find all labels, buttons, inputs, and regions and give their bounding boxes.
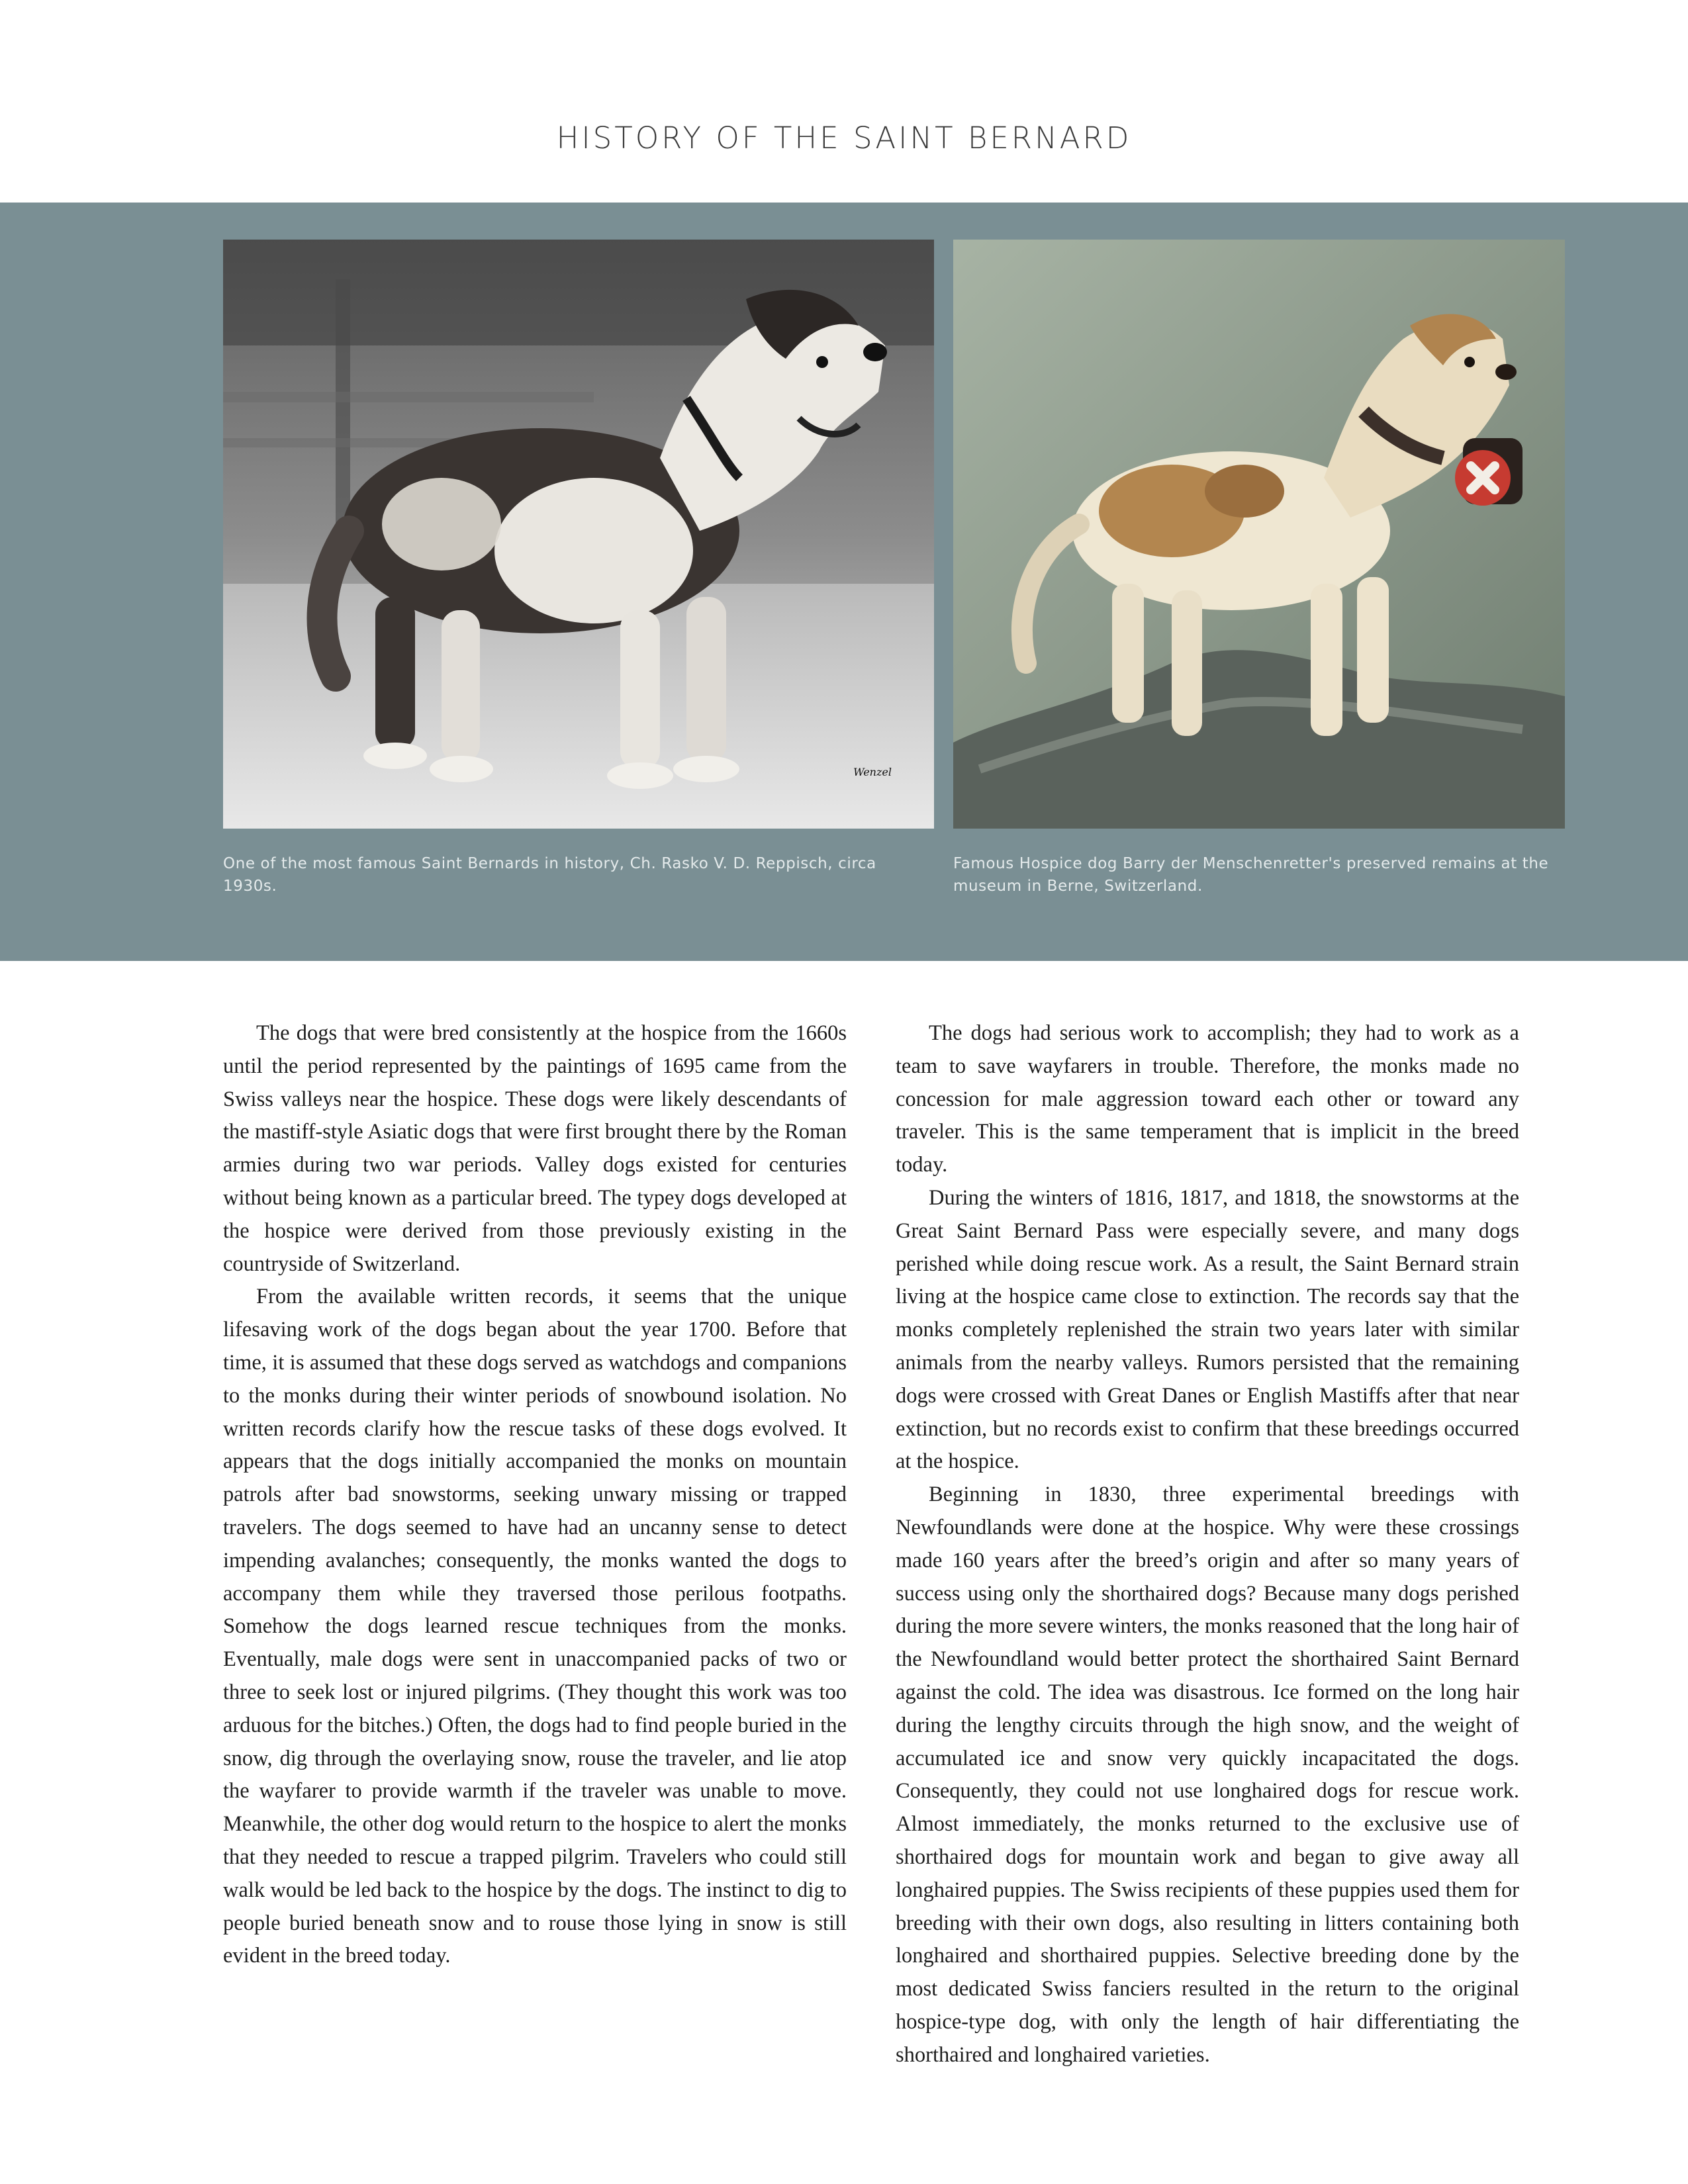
paragraph: From the available written records, it seems that the unique lifesaving work of the dogs began about the year 1700. Before that time, it is assumed that these dogs served as watchdogs and companions to the monks during their winter periods of snowbound isolation. No written records clarify how the rescue tasks of these dogs evolved. It appears that the dogs initially accompanied the monks on mountain patrols after bad snowstorms, seeking unwary missing or trapped travelers. The dogs seemed to have had an uncanny sense to detect impending avalanches; consequently, the monks wanted the dogs to accompany them while they traversed those perilous footpaths. Somehow the dogs learned rescue techniques from the monks. Eventually, male dogs were sent in unaccompanied packs of two or three to seek lost or injured pilgrims. (They thought this work was too arduous for the bitches.) Often, the dogs had to find people buried in the snow, dig through the overlaying snow, rouse the traveler, and lie atop the wayfarer to provide warmth if the traveler was unable to move. Meanwhile, the other dog would return to the hospice to alert the monks that they needed to rescue a trapped pilgrim. Travelers who could still walk would be led back to the hospice by the dogs. The instinct to dig to people buried beneath snow and to rouse those lying in snow is still evident in the breed today.: [223, 1285, 847, 1968]
barry-dog-illustration: [953, 240, 1565, 829]
photo-band: [0, 203, 1688, 961]
body-column-right: [896, 1017, 1519, 2072]
paragraph: Beginning in 1830, three experimental breedings with Newfoundlands were done at the hospice. Why were these crossings made 160 years after the breed’s origin and after so many years of success using only the shorthaired dogs? Because many dogs perished during the more severe winters, the monks reasoned that the long hair of the Newfoundland would better protect the shorthaired Saint Bernard against the cold. The idea was disastrous. Ice formed on the long hair during the lengthy circuits through the high snow, and the weight of accumulated ice and snow very quickly incapacitated the dogs. Consequently, they could not use longhaired dogs for rescue work. Almost immediately, the monks returned to the exclusive use of shorthaired dogs for mountain work and began to give away all longhaired puppies. The Swiss recipients of these puppies used them for breeding with their own dogs, also resulting in litters containing both longhaired and shorthaired puppies. Selective breeding done by the most dedicated Swiss fanciers resulted in the return to the original hospice-type dog, with only the length of hair differentiating the shorthaired and longhaired varieties.: [896, 1482, 1519, 2067]
body-column-left: [223, 1017, 847, 1973]
photo-caption-rasko: One of the most famous Saint Bernards in history, Ch. Rasko V. D. Reppisch, circa 1930s.: [223, 855, 876, 895]
running-head-title: HISTORY OF THE SAINT BERNARD: [556, 120, 1132, 156]
photo-caption-barry: Famous Hospice dog Barry der Menschenretter's preserved remains at the museum in Berne, Switzerland.: [953, 855, 1549, 895]
paragraph: The dogs that were bred consistently at the hospice from the 1660s until the period represented by the paintings of 1695 came from the Swiss valleys near the hospice. These dogs were likely descendants of the mastiff-style Asiatic dogs that were first brought there by the Roman armies during two war periods. Valley dogs existed for centuries without being known as a particular breed. The typey dogs developed at the hospice were derived from those previously existing in the countryside of Switzerland.: [223, 1021, 847, 1276]
paragraph: The dogs had serious work to accomplish; they had to work as a team to save wayfarers in trouble. Therefore, the monks made no concession for male aggression toward each other or toward any traveler. This is the same temperament that is implicit in the breed today.: [896, 1021, 1519, 1177]
photo-rasko-black-and-white: [223, 240, 934, 829]
paragraph: During the winters of 1816, 1817, and 1818, the snowstorms at the Great Saint Bernard Pass were especially severe, and many dogs perished while doing rescue work. As a result, the Saint Bernard strain living at the hospice came close to extinction. The records say that the monks completely replenished the strain two years later with similar animals from the nearby valleys. Rumors persisted that the remaining dogs were crossed with Great Danes or English Mastiffs after that near extinction, but no records exist to confirm that these breedings occurred at the hospice.: [896, 1185, 1519, 1474]
photographer-signature: Wenzel: [853, 766, 892, 778]
photo-barry-museum: [953, 240, 1565, 829]
rasko-dog-illustration: [223, 240, 934, 829]
